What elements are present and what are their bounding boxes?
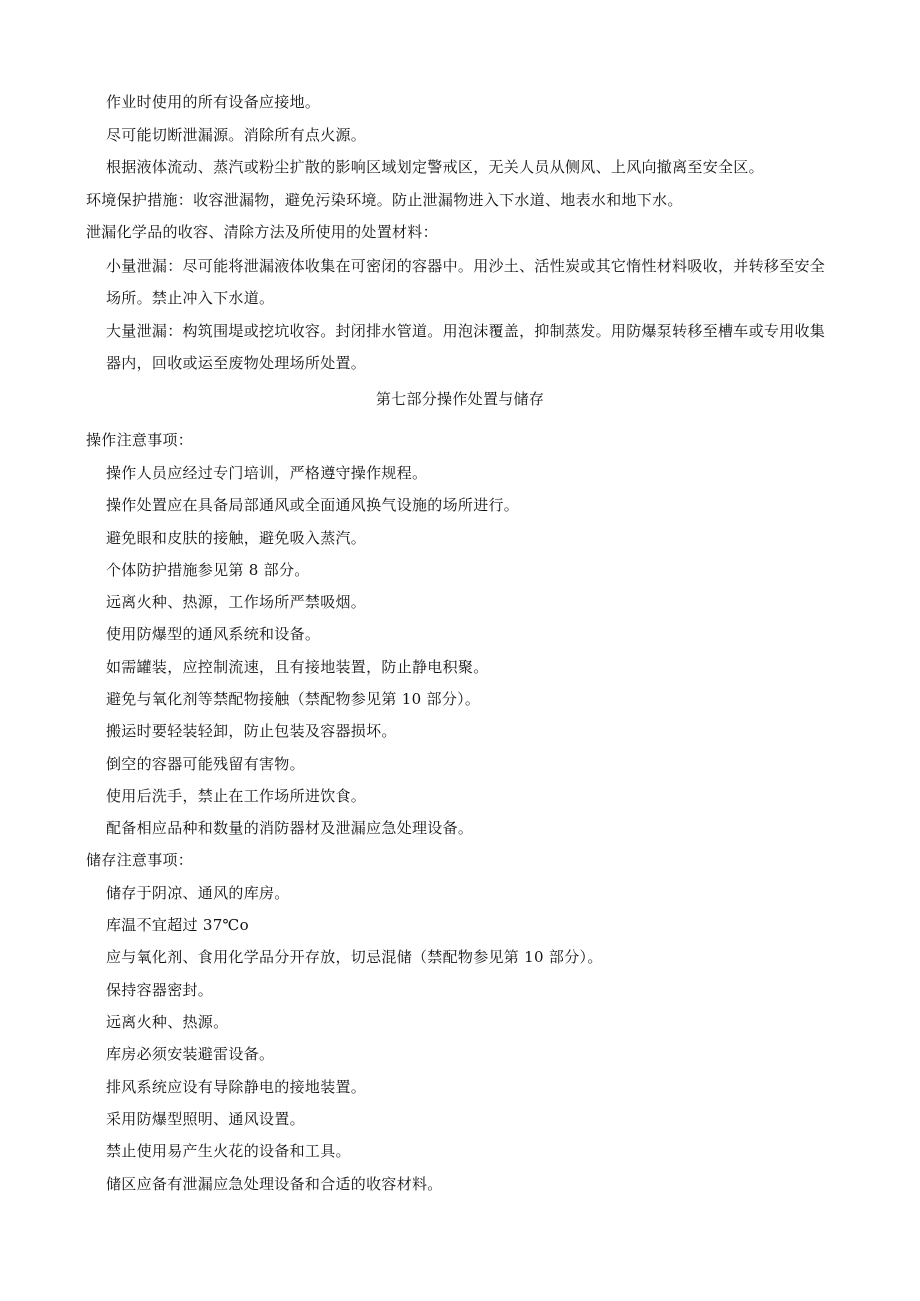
list-item: 避免与氧化剂等禁配物接触（禁配物参见第 10 部分）。 bbox=[106, 690, 481, 708]
list-item: 操作人员应经过专门培训，严格遵守操作规程。 bbox=[106, 464, 428, 482]
paragraph-warning-zone: 根据液体流动、蒸汽或粉尘扩散的影响区域划定警戒区，无关人员从侧风、上风向撤离至安全区。 bbox=[106, 158, 764, 176]
list-item: 避免眼和皮肤的接触，避免吸入蒸汽。 bbox=[106, 529, 367, 547]
list-item: 排风系统应设有导除静电的接地装置。 bbox=[106, 1078, 367, 1096]
paragraph-environment-protection: 环境保护措施：收容泄漏物，避免污染环境。防止泄漏物进入下水道、地表水和地下水。 bbox=[86, 191, 683, 209]
list-item: 库温不宜超过 37℃o bbox=[106, 916, 249, 934]
list-item: 倒空的容器可能残留有害物。 bbox=[106, 755, 305, 773]
list-item: 储区应备有泄漏应急处理设备和合适的收容材料。 bbox=[106, 1175, 443, 1193]
paragraph-large-spill-line1: 大量泄漏：构筑围堤或挖坑收容。封闭排水管道。用泡沫覆盖，抑制蒸发。用防爆泵转移至槽车或专用收集 bbox=[106, 322, 826, 340]
list-item: 应与氧化剂、食用化学品分开存放，切忌混储（禁配物参见第 10 部分）。 bbox=[106, 948, 603, 966]
paragraph-small-spill-line2: 场所。禁止冲入下水道。 bbox=[106, 289, 275, 307]
list-item: 采用防爆型照明、通风设置。 bbox=[106, 1110, 305, 1128]
list-item: 储存于阴凉、通风的库房。 bbox=[106, 884, 290, 902]
list-item: 远离火种、热源。 bbox=[106, 1013, 229, 1031]
list-item: 禁止使用易产生火花的设备和工具。 bbox=[106, 1142, 351, 1160]
list-item: 远离火种、热源，工作场所严禁吸烟。 bbox=[106, 593, 367, 611]
paragraph-small-spill-line1: 小量泄漏：尽可能将泄漏液体收集在可密闭的容器中。用沙土、活性炭或其它惰性材料吸收，并转移至安全 bbox=[106, 257, 826, 275]
heading-handling: 操作注意事项： bbox=[86, 431, 194, 449]
heading-cleanup-methods: 泄漏化学品的收容、清除方法及所使用的处置材料： bbox=[86, 223, 438, 241]
section-title: 第七部分操作处置与储存 bbox=[375, 390, 545, 408]
list-item: 操作处置应在具备局部通风或全面通风换气设施的场所进行。 bbox=[106, 496, 520, 514]
list-item: 搬运时要轻装轻卸，防止包装及容器损坏。 bbox=[106, 722, 397, 740]
list-item: 保持容器密封。 bbox=[106, 981, 214, 999]
list-item: 个体防护措施参见第 8 部分。 bbox=[106, 561, 310, 579]
heading-storage: 储存注意事项： bbox=[86, 851, 194, 869]
list-item: 使用后洗手，禁止在工作场所进饮食。 bbox=[106, 787, 367, 805]
list-item: 使用防爆型的通风系统和设备。 bbox=[106, 625, 321, 643]
paragraph-cut-leak-source: 尽可能切断泄漏源。消除所有点火源。 bbox=[106, 126, 367, 144]
paragraph-large-spill-line2: 器内，回收或运至废物处理场所处置。 bbox=[106, 354, 367, 372]
paragraph-grounding: 作业时使用的所有设备应接地。 bbox=[106, 93, 321, 111]
list-item: 配备相应品种和数量的消防器材及泄漏应急处理设备。 bbox=[106, 819, 474, 837]
list-item: 如需罐装，应控制流速，且有接地装置，防止静电积聚。 bbox=[106, 658, 489, 676]
list-item: 库房必须安装避雷设备。 bbox=[106, 1045, 275, 1063]
